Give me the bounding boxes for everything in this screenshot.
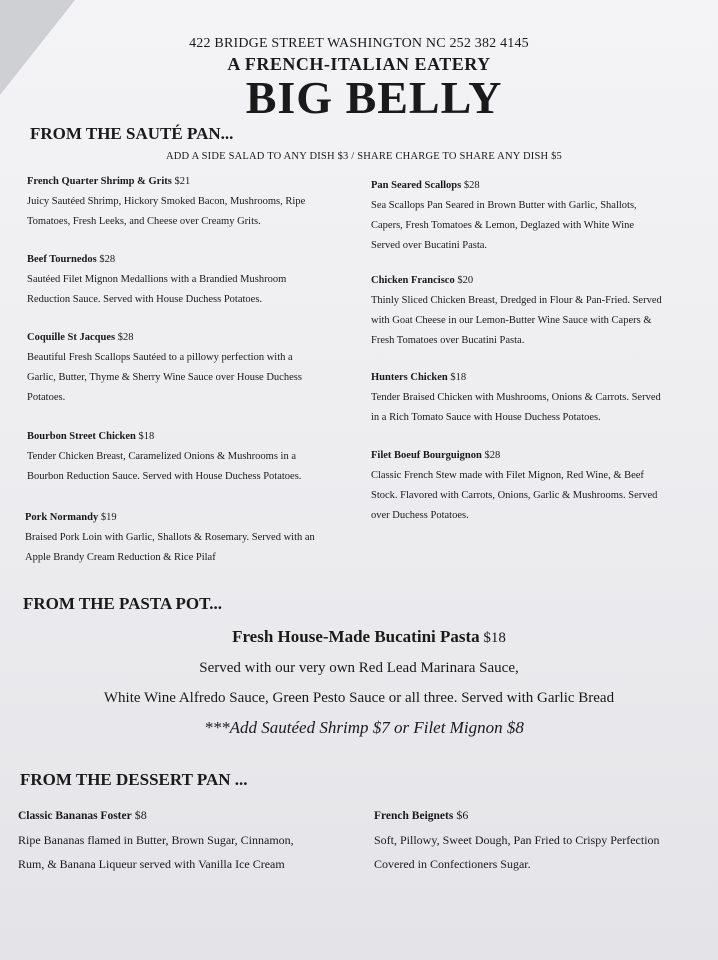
- item-price: $28: [463, 180, 480, 191]
- menu-item: [371, 446, 691, 526]
- dessert-section-title: FROM THE DESSERT PAN ...: [20, 770, 248, 789]
- side-salad-note: ADD A SIDE SALAD TO ANY DISH $3 / SHARE CHARGE TO SHARE ANY DISH $5: [165, 151, 562, 162]
- item-desc-line: Served over Bucatini Pasta.: [371, 240, 488, 251]
- item-name: Bourbon Street Chicken: [27, 431, 136, 442]
- item-price: $21: [174, 176, 191, 187]
- item-desc-line: Thinly Sliced Chicken Breast, Dredged in Flour & Pan-Fried. Served: [371, 295, 662, 306]
- menu-item: [371, 271, 691, 351]
- restaurant-name: BIG BELLY: [245, 72, 503, 123]
- item-desc-line: Rum, & Banana Liqueur served with Vanilla Ice Cream: [18, 857, 285, 871]
- item-desc-line: Ripe Bananas flamed in Butter, Brown Sugar, Cinnamon,: [18, 833, 294, 847]
- item-name: French Beignets: [374, 810, 454, 822]
- pasta-name: Fresh House-Made Bucatini Pasta: [232, 627, 480, 646]
- item-desc-line: over Duchess Potatoes.: [371, 510, 469, 521]
- menu-item: [371, 368, 691, 428]
- pasta-price: $18: [483, 630, 506, 646]
- menu-item: [27, 328, 347, 408]
- item-desc-line: Stock. Flavored with Carrots, Onions, Garlic & Mushrooms. Served: [371, 490, 658, 501]
- item-name: Chicken Francisco: [371, 275, 455, 286]
- item-name: Pork Normandy: [25, 512, 99, 523]
- menu-item: [371, 176, 691, 256]
- item-desc-line: Potatoes.: [27, 392, 66, 403]
- pasta-block: [0, 622, 718, 743]
- item-price: $28: [484, 450, 501, 461]
- pasta-sauce-line: Served with our very own Red Lead Marinara Sauce,: [199, 660, 519, 676]
- item-name: Classic Bananas Foster: [18, 810, 132, 822]
- item-desc-line: Tomatoes, Fresh Leeks, and Cheese over Creamy Grits.: [27, 216, 261, 227]
- menu-item: [27, 250, 347, 310]
- item-name: French Quarter Shrimp & Grits: [27, 176, 172, 187]
- item-desc-line: Bourbon Reduction Sauce. Served with House Duchess Potatoes.: [27, 471, 302, 482]
- item-desc-line: with Goat Cheese in our Lemon-Butter Wine Sauce with Capers &: [371, 315, 652, 326]
- restaurant-tagline: A FRENCH-ITALIAN EATERY: [227, 54, 491, 74]
- item-name: Filet Boeuf Bourguignon: [371, 450, 482, 461]
- menu-item: [25, 508, 355, 568]
- item-desc-line: Soft, Pillowy, Sweet Dough, Pan Fried to Crispy Perfection: [374, 833, 660, 847]
- pasta-section-title: FROM THE PASTA POT...: [23, 594, 222, 613]
- item-name: Coquille St Jacques: [27, 332, 116, 343]
- item-desc-line: Classic French Stew made with Filet Mignon, Red Wine, & Beef: [371, 470, 644, 481]
- item-desc-line: Apple Brandy Cream Reduction & Rice Pilaf: [25, 552, 216, 563]
- item-desc-line: Covered in Confectioners Sugar.: [374, 857, 531, 871]
- item-name: Hunters Chicken: [371, 372, 448, 383]
- item-desc-line: Beautiful Fresh Scallops Sautéed to a pillowy perfection with a: [27, 352, 293, 363]
- dessert-item: [18, 803, 358, 876]
- menu-header: [0, 36, 718, 121]
- pasta-sauce-line: White Wine Alfredo Sauce, Green Pesto Sauce or all three. Served with Garlic Bread: [103, 690, 615, 706]
- item-name: Pan Seared Scallops: [371, 180, 462, 191]
- item-desc-line: Tender Braised Chicken with Mushrooms, Onions & Carrots. Served: [371, 392, 661, 403]
- item-price: $19: [100, 512, 117, 523]
- item-price: $18: [138, 431, 155, 442]
- item-price: $6: [456, 808, 469, 822]
- item-desc-line: Juicy Sautéed Shrimp, Hickory Smoked Bacon, Mushrooms, Ripe: [27, 196, 306, 207]
- menu-item: [27, 427, 347, 487]
- item-price: $8: [134, 808, 147, 822]
- item-desc-line: Capers, Fresh Tomatoes & Lemon, Deglazed with White Wine: [371, 220, 635, 231]
- dessert-item: [374, 803, 714, 876]
- item-price: $28: [117, 332, 134, 343]
- pasta-addon: ***Add Sautéed Shrimp $7 or Filet Mignon $8: [204, 718, 524, 737]
- item-desc-line: Sea Scallops Pan Seared in Brown Butter with Garlic, Shallots,: [371, 200, 637, 211]
- saute-section-title: FROM THE SAUTÉ PAN...: [30, 124, 234, 143]
- item-desc-line: Tender Chicken Breast, Caramelized Onions & Mushrooms in a: [27, 451, 296, 462]
- item-desc-line: Sautéed Filet Mignon Medallions with a Brandied Mushroom: [27, 274, 287, 285]
- item-price: $28: [99, 254, 116, 265]
- item-price: $18: [450, 372, 467, 383]
- item-name: Beef Tournedos: [27, 254, 97, 265]
- menu-item: [27, 172, 347, 232]
- item-desc-line: in a Rich Tomato Sauce with House Duchess Potatoes.: [371, 412, 601, 423]
- item-desc-line: Garlic, Butter, Thyme & Sherry Wine Sauce over House Duchess: [27, 372, 302, 383]
- item-desc-line: Reduction Sauce. Served with House Duchess Potatoes.: [27, 294, 263, 305]
- item-desc-line: Fresh Tomatoes over Bucatini Pasta.: [371, 335, 525, 346]
- item-price: $20: [457, 275, 474, 286]
- restaurant-address: 422 BRIDGE STREET WASHINGTON NC 252 382 4145: [189, 36, 529, 51]
- item-desc-line: Braised Pork Loin with Garlic, Shallots & Rosemary. Served with an: [25, 532, 315, 543]
